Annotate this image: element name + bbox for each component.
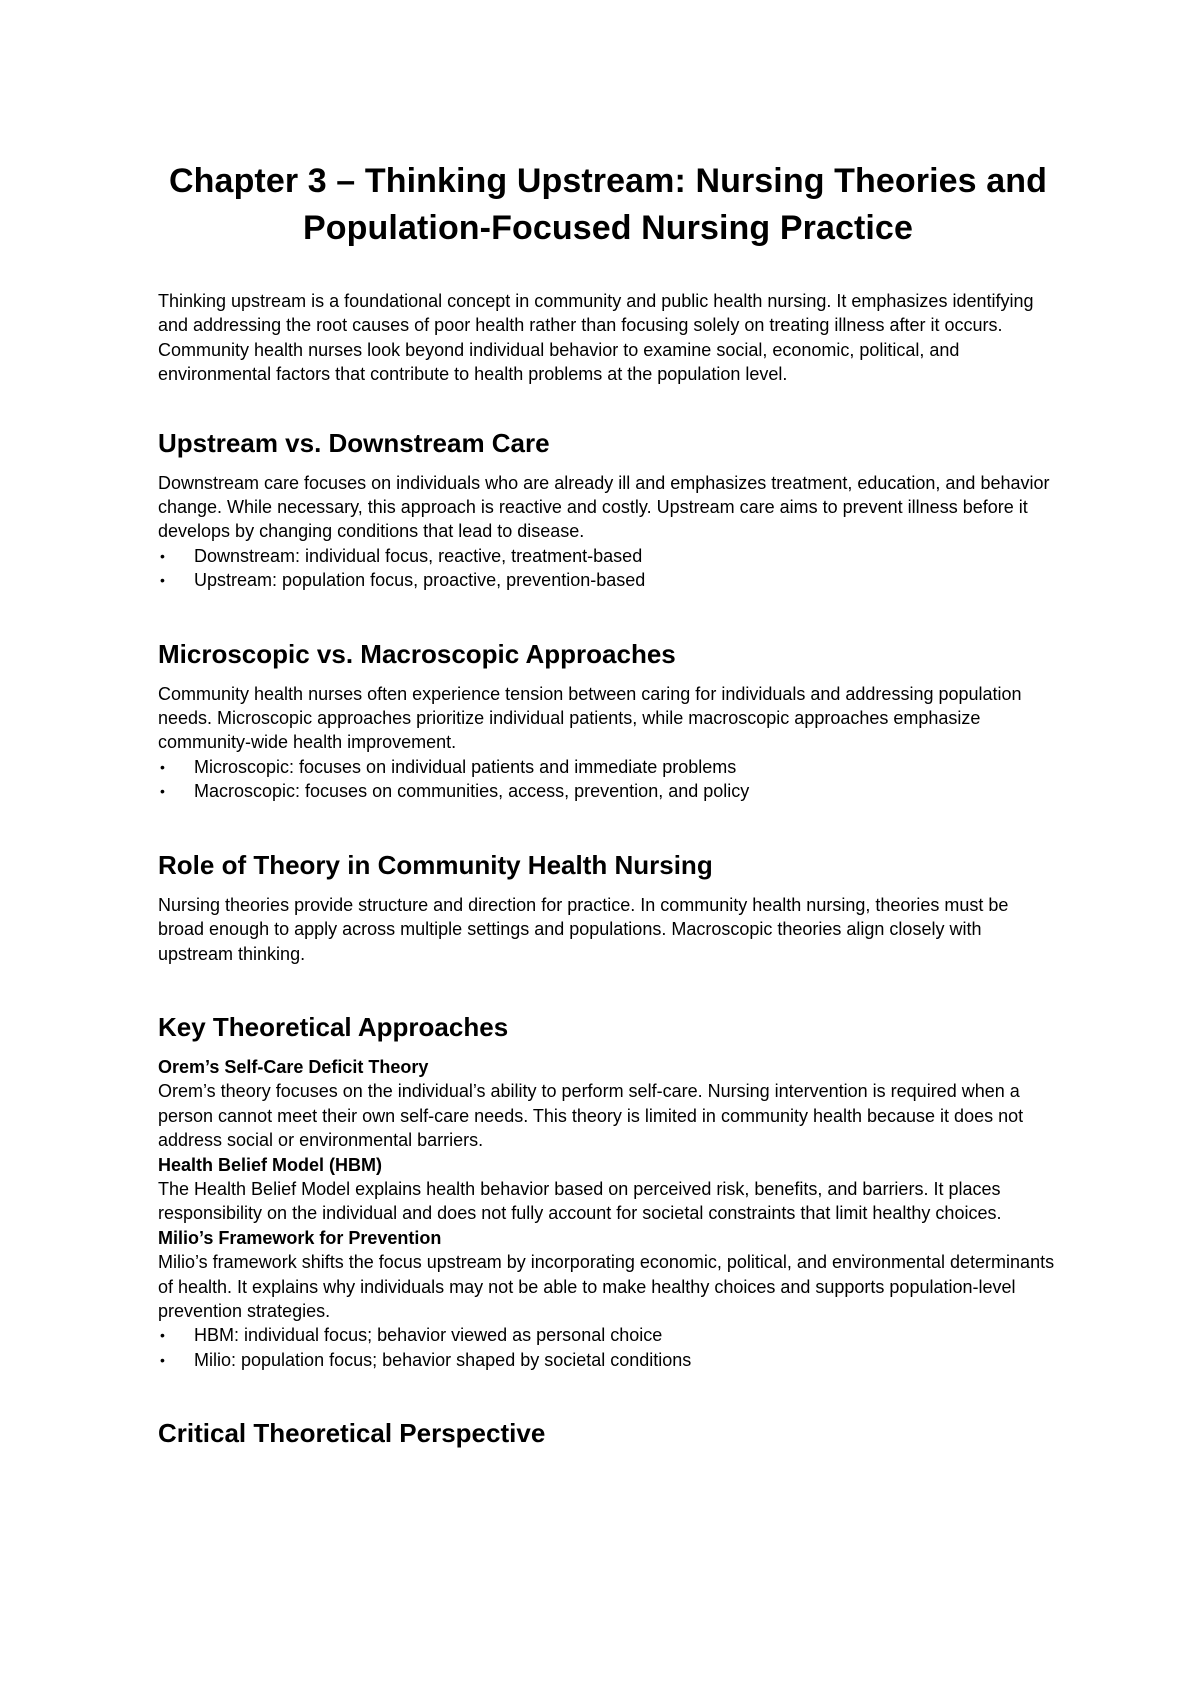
section-paragraph: Community health nurses often experience tension between caring for individuals and addressing population needs. Microscopic approaches prioritize individual patients, while macroscopic approaches emphasize community-wide health improvement. — [158, 683, 1022, 753]
list-item-text: Microscopic: focuses on individual patients and immediate problems — [194, 756, 737, 777]
section-role-of-theory — [158, 849, 1058, 966]
document-title: Chapter 3 – Thinking Upstream: Nursing Theories and Population-Focused Nursing Practice — [169, 162, 1047, 247]
list-item-text: HBM: individual focus; behavior viewed as personal choice — [194, 1325, 663, 1346]
section-heading: Role of Theory in Community Health Nursing — [158, 849, 713, 880]
section-paragraph: Downstream care focuses on individuals who are already ill and emphasizes treatment, education, and behavior change. While necessary, this approach is reactive and costly. Upstream care aims to prevent illness before it develops by changing conditions that lead to disease. — [158, 472, 1050, 542]
bullet-icon: • — [160, 547, 165, 564]
section-heading: Key Theoretical Approaches — [158, 1011, 509, 1042]
subsection-heading-milio: Milio’s Framework for Prevention — [158, 1227, 442, 1248]
subsection-heading-orem: Orem’s Self-Care Deficit Theory — [158, 1056, 429, 1077]
bullet-icon: • — [160, 1351, 165, 1368]
list-item-text: Macroscopic: focuses on communities, access, prevention, and policy — [194, 781, 750, 802]
bullet-icon: • — [160, 1327, 165, 1344]
list-item — [158, 755, 1058, 779]
bullet-list — [158, 544, 1058, 593]
section-heading: Microscopic vs. Macroscopic Approaches — [158, 638, 676, 669]
section-heading: Upstream vs. Downstream Care — [158, 427, 550, 458]
intro-paragraph: Thinking upstream is a foundational concept in community and public health nursing. It emphasizes identifying and addressing the root causes of poor health rather than focusing solely on treating illness after it occurs. Community health nurses look beyond individual behavior to examine social, economic, political, and environmental factors that contribute to health problems at the population level. — [158, 291, 1034, 385]
section-upstream-downstream — [158, 427, 1058, 593]
list-item-text: Upstream: population focus, proactive, prevention-based — [194, 570, 646, 591]
section-paragraph: Nursing theories provide structure and direction for practice. In community health nursing, theories must be broad enough to apply across multiple settings and populations. Macroscopic theories align closely with upstream thinking. — [158, 894, 1009, 964]
document-page — [158, 158, 1058, 1461]
bullet-icon: • — [160, 572, 165, 589]
list-item — [158, 544, 1058, 568]
bullet-list — [158, 755, 1058, 804]
subsection-heading-hbm: Health Belief Model (HBM) — [158, 1154, 383, 1175]
section-key-approaches — [158, 1011, 1058, 1372]
section-critical-perspective — [158, 1417, 1058, 1449]
subsection-paragraph-milio: Milio’s framework shifts the focus upstream by incorporating economic, political, and environmental determinants of health. It explains why individuals may not be able to make healthy choices and supports population-level prevention strategies. — [158, 1252, 1055, 1321]
list-item — [158, 1323, 1058, 1347]
list-item — [158, 779, 1058, 803]
bullet-list — [158, 1323, 1058, 1372]
list-item-text: Downstream: individual focus, reactive, treatment-based — [194, 545, 643, 566]
subsection-paragraph-hbm: The Health Belief Model explains health behavior based on perceived risk, benefits, and barriers. It places responsibility on the individual and does not fully account for societal constraints that limit healthy choices. — [158, 1178, 1002, 1224]
bullet-icon: • — [160, 783, 165, 800]
list-item — [158, 568, 1058, 592]
list-item-text: Milio: population focus; behavior shaped by societal conditions — [194, 1349, 692, 1370]
list-item — [158, 1348, 1058, 1372]
subsection-paragraph-orem: Orem’s theory focuses on the individual’s ability to perform self-care. Nursing intervention is required when a person cannot meet their own self-care needs. This theory is limited in community health because it does not address social or environmental barriers. — [158, 1081, 1024, 1151]
section-heading: Critical Theoretical Perspective — [158, 1418, 546, 1449]
bullet-icon: • — [160, 758, 165, 775]
section-micro-macro — [158, 638, 1058, 804]
